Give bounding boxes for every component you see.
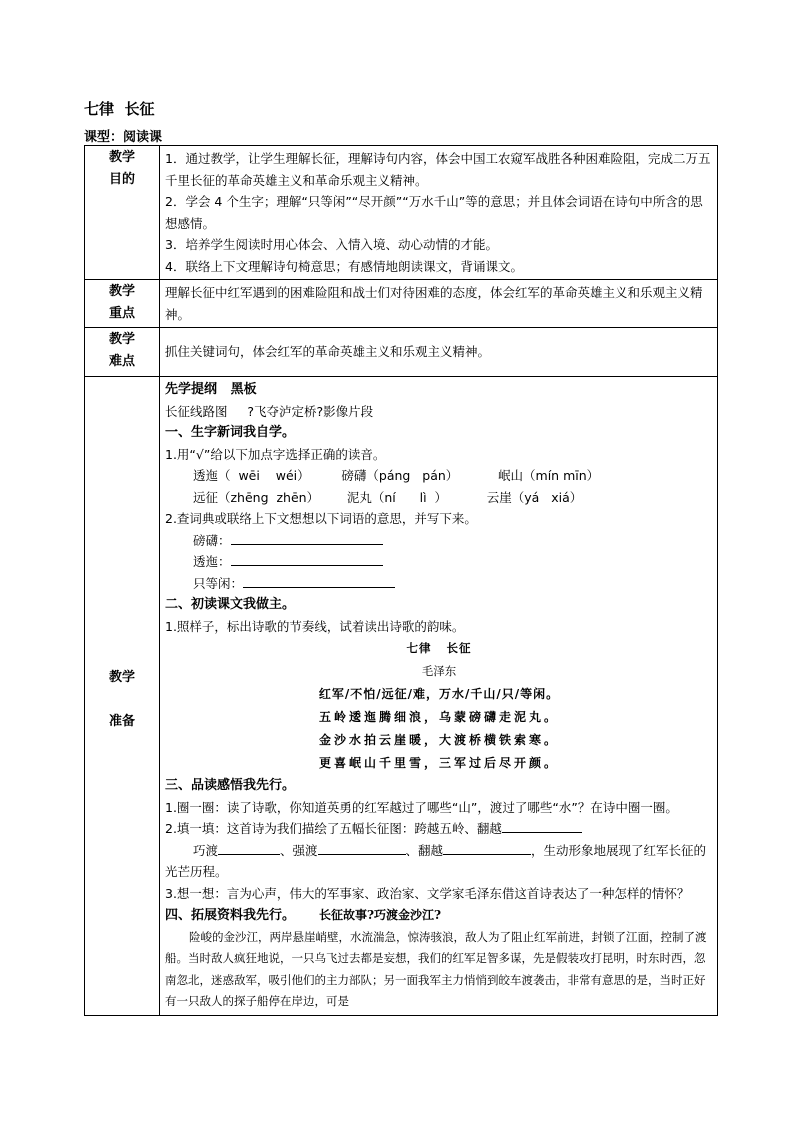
outline-heading: 先学提纲 黑板 — [165, 382, 257, 397]
preparation-row — [85, 377, 718, 1016]
answer-blank[interactable] — [502, 819, 582, 833]
answer-blank[interactable] — [443, 841, 531, 855]
key-points-row — [85, 280, 718, 328]
term-row: 磅礴： — [165, 530, 713, 552]
answer-blank[interactable] — [243, 574, 395, 588]
objective-item: 4．联络上下文理解诗句椅意思；有感情地朗读课文，背诵课文。 — [165, 258, 523, 274]
part1-q2: 2.查词典或联络上下文想想以下词语的意思，并写下来。 — [165, 511, 477, 526]
story-text: 险峻的金沙江，两岸悬崖峭壁，水流湍急，惊涛骇浪，敌人为了阻止红军前进，封锁了江面，控制了渡船。当时敌人疯狂地说，一只乌飞过去都是妄想，我们的红军足智多谋，先是假装攻打昆明，时东时西，忽南忽北，迷惑敌军，吸引他们的主力部队；另一面我军主力悄悄到皎车渡袭击，非常有意思的是，当时正好有一只敌人的探子船停在岸边，可是 — [165, 929, 707, 1008]
poem-line: 五岭逶迤腾细浪，乌蒙磅礴走泥丸。 — [318, 710, 559, 724]
part1-q1: 1.用“√”给以下加点字选择正确的读音。 — [165, 446, 386, 462]
part3-q3: 3.想一想：言为心声，伟大的军事家、政治家、文学家毛泽东借这首诗表达了一种怎样的情怀？ — [165, 885, 690, 901]
answer-blank[interactable] — [218, 841, 280, 855]
answer-blank[interactable] — [231, 552, 383, 566]
poem-line: 金沙水拍云崖暖，大渡桥横铁索寒。 — [318, 733, 559, 747]
preparation-content — [160, 377, 718, 1016]
part3-heading: 三、品读感悟我先行。 — [165, 778, 296, 793]
poem-author: 毛泽东 — [421, 664, 457, 678]
poem — [165, 637, 713, 775]
part4-header: 四、拓展资料我先行。 长征故事?巧渡金沙江? — [165, 908, 442, 923]
objective-item: 3．培养学生阅读时用心体会、入情入境、动心动情的才能。 — [165, 237, 498, 252]
part1-heading: 一、生字新词我自学。 — [165, 425, 296, 440]
pinyin-row-1: 透迤（ wēi wéi） 磅礴（páng pán） 岷山（mín mīn） — [193, 468, 600, 483]
difficulties-row — [85, 328, 718, 377]
answer-blank[interactable] — [231, 531, 383, 545]
key-points-label: 教学 重点 — [85, 280, 160, 328]
poem-line: 更喜岷山千里雪，三军过后尽开颜。 — [318, 756, 559, 770]
preparation-label: 教学 准备 — [85, 377, 160, 1016]
course-type: 课型：阅读课 — [84, 130, 163, 145]
poem-line: 红军/不怕/远征/难，万水/千山/只/等闲。 — [318, 687, 560, 701]
objective-item: 2．学会 4 个生字；理解“只等闲”“尽开颜”“万水千山”等的意思；并且体会词语在诗句中所含的思想感情。 — [165, 194, 703, 231]
pinyin-row-2: 远征（zhēng zhēn） 泥丸（ní lì ） 云崖（yá xiá） — [193, 489, 583, 505]
page-title: 七律 长征 — [84, 100, 155, 118]
lesson-plan-table — [84, 145, 718, 1016]
difficulties-content: 抓住关键词句，体会红军的革命英雄主义和乐观主义精神。 — [160, 328, 718, 377]
answer-blank[interactable] — [318, 841, 406, 855]
difficulties-label: 教学 难点 — [85, 328, 160, 377]
part3-q1: 1.圈一圈：读了诗歌，你知道英勇的红军越过了哪些“山”，渡过了哪些“水”？在诗中圈一圈。 — [165, 799, 678, 815]
part2-heading: 二、初读课文我做主。 — [165, 597, 296, 612]
objectives-content — [160, 146, 718, 280]
resources: 长征线路图 ?飞夺泸定桥?影像片段 — [165, 403, 374, 419]
objective-item: 1．通过教学，让学生理解长征，理解诗句内容，体会中国工农窥军战胜各种困难险阻，完成二万五千里长征的革命英雄主义和革命乐观主义精神。 — [165, 151, 711, 188]
term-row: 只等闲： — [165, 573, 713, 595]
poem-title: 七律 长征 — [406, 641, 472, 655]
objectives-row — [85, 146, 718, 280]
part2-q1: 1.照样子，标出诗歌的节奏线，试着读出诗歌的韵味。 — [165, 618, 465, 634]
objectives-label: 教学 目的 — [85, 146, 160, 280]
part3-q2: 2.填一填：这首诗为我们描绘了五幅长征图：跨越五岭、翻越 巧渡 、强渡 、翻越 ，生动形象地展现了红军长征的光芒历程。 — [165, 821, 707, 879]
term-row: 透迤： — [165, 551, 713, 573]
key-points-content: 理解长征中红军遇到的困难险阻和战士们对待困难的态度，体会红军的革命英雄主义和乐观主义精神。 — [160, 280, 718, 328]
